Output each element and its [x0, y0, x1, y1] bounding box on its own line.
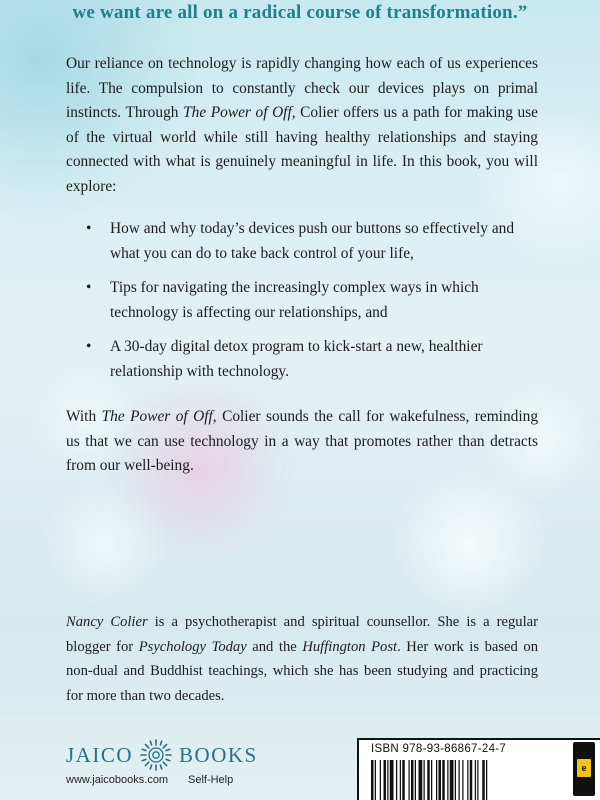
barcode-bar [424, 760, 425, 800]
intro-text-start: Our reliance on technology is rapidly changing how each of us experiences life. The compulsion to constantly check our devices plays on primal instincts. Through [66, 55, 538, 121]
bullet-marker: • [86, 338, 92, 355]
barcode-bar [447, 760, 448, 800]
barcode-bar [459, 760, 460, 800]
barcode-bar [371, 760, 374, 800]
barcode-bar [411, 760, 414, 800]
bullet-marker: • [86, 220, 92, 237]
bullet-item [66, 335, 538, 384]
barcode-bar [427, 760, 430, 800]
book-category: Self-Help [188, 774, 234, 786]
bullet-text: A 30-day digital detox program to kick-start a new, healthier relationship with technology. [110, 338, 483, 380]
barcode-bar [380, 760, 381, 800]
barcode-bar [486, 760, 487, 800]
bullet-text: How and why today’s devices push our buttons so effectively and what you can do to take back control of your life, [110, 220, 515, 262]
barcode-bar [419, 760, 423, 800]
barcode-bar [431, 760, 432, 800]
barcode-bar [455, 760, 456, 800]
book-title-italic: The Power of Off [183, 104, 292, 121]
ebook-icon: e [577, 759, 591, 777]
closing-text-start: With [66, 408, 102, 425]
barcode-bar [450, 760, 454, 800]
bullet-text: Tips for navigating the increasingly complex ways in which technology is affecting our relationships, and [110, 279, 479, 321]
publication-name: Psychology Today [138, 638, 247, 655]
intro-paragraph [66, 52, 538, 199]
pull-quote: we want are all on a radical course of transformation.” [72, 2, 528, 23]
barcode-bar [462, 760, 463, 800]
feature-bullet-list [66, 217, 538, 394]
barcode-bar [400, 760, 401, 800]
author-name: Nancy Colier [66, 614, 148, 630]
bullet-item [66, 217, 538, 266]
barcode-bar [387, 760, 388, 800]
barcode-bar [409, 760, 410, 800]
bio-text: . Her work is based on non-dual and Buddhist teachings, which she has been studying and practicing for more than two decades. [66, 638, 538, 704]
barcode-bar [477, 760, 478, 800]
publication-name: Huffington Post [302, 638, 398, 655]
barcode-bar [375, 760, 376, 800]
barcode-bar [442, 760, 445, 800]
author-bio [66, 610, 538, 708]
sun-emblem-icon [139, 738, 173, 772]
book-title-italic: The Power of Off [101, 408, 213, 425]
barcode-bar [415, 760, 416, 800]
barcode-bar [482, 760, 485, 800]
ebook-badge [573, 742, 595, 796]
barcode-bar [436, 760, 437, 800]
bullet-marker: • [86, 279, 92, 296]
publisher-website[interactable]: www.jaicobooks.com [66, 774, 169, 786]
publisher-logo [66, 735, 258, 775]
barcode-bar [467, 760, 468, 800]
barcode-bar [475, 760, 476, 800]
barcode-bar [439, 760, 442, 800]
intro-text-end: , Colier offers us a path for making use of the virtual world while still having healthy relationships and staying connected with what is genuinely meaningful in life. In this book, you will explore: [66, 104, 538, 195]
barcode-graphic [371, 760, 549, 800]
publisher-name-left: JAICO [66, 742, 134, 767]
bio-text: is a psychotherapist and spiritual counsellor. She is a regular blogger for [66, 614, 538, 655]
bio-text: and the [246, 638, 303, 655]
barcode-bar [396, 760, 397, 800]
bullet-item [66, 276, 538, 325]
closing-paragraph [66, 405, 538, 479]
barcode-bar [390, 760, 394, 800]
barcode-bar [470, 760, 473, 800]
barcode-bar [402, 760, 405, 800]
isbn-number: ISBN 978-93-86867-24-7 [371, 743, 507, 755]
publisher-name-right: BOOKS [179, 742, 258, 767]
barcode-bar [384, 760, 387, 800]
closing-text-end: , Colier sounds the call for wakefulness, reminding us that we can use technology in a way that promotes rather than detracts from our well-being. [66, 408, 539, 474]
isbn-barcode-panel [357, 738, 600, 800]
